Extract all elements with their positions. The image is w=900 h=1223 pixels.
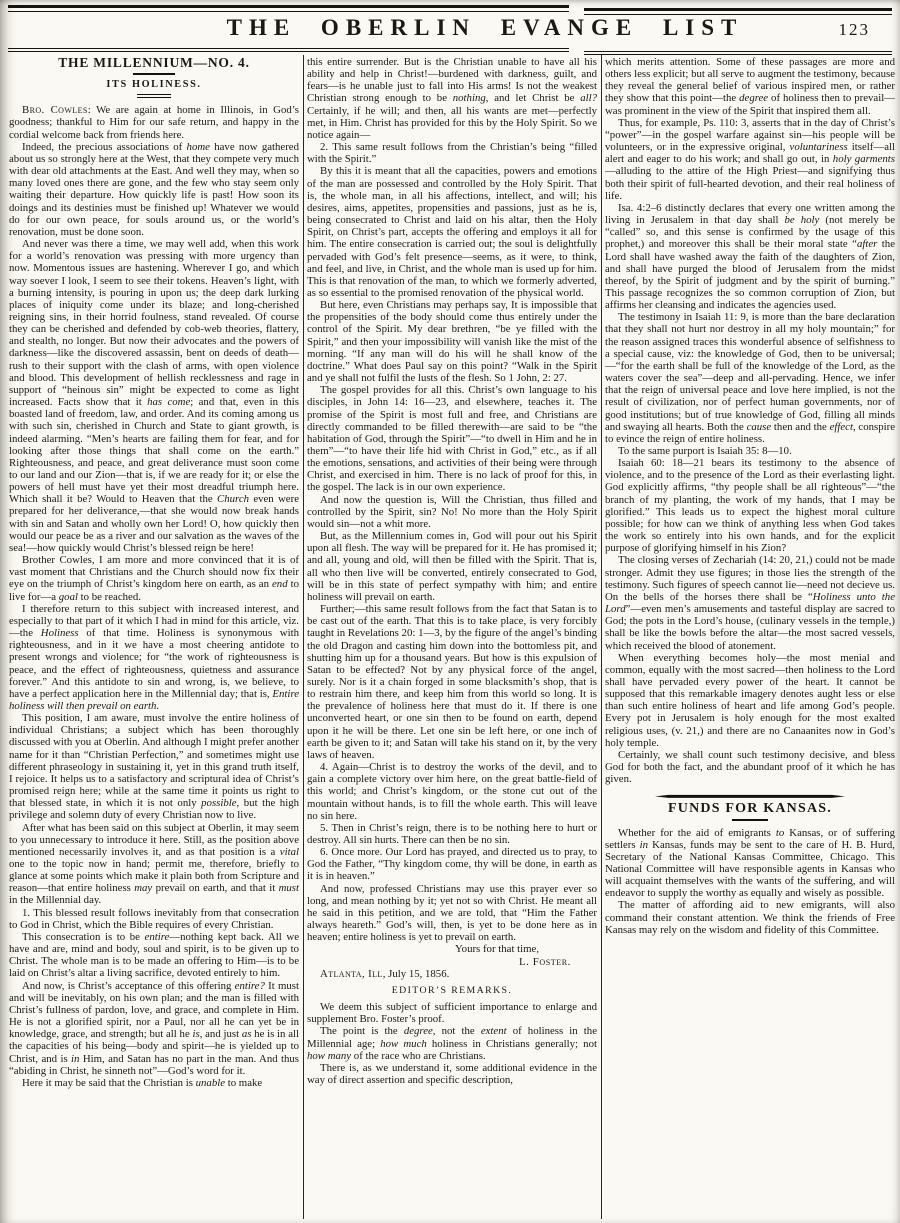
paragraph: I therefore return to this subject with increased interest, and especially to that part of it which I had in mind for this article, viz.—the Holiness of that time. Holiness is synonymous with righteousness, and in it we have a most cheering antidote to present wrongs and violence; for “the work of righteousness is peace, and the effect of righteousness, quietness and assurance forever.” And this antidote to sin and wrong, is, we believe, to have a perfect application here in the Millennial day; that is, Entire holiness will then prevail on earth. [9,602,299,712]
publication-title: THE OBERLIN EVANGE LIST [226,15,744,40]
paragraph: 4. Again—Christ is to destroy the works of the devil, and to gain a complete victory over him here, on the great battle-field of this world; and Christ’s kingdom, or the stone cut out of the mountain without hands, is to fill the whole earth. This will leave no sin here. [307,761,597,822]
paragraph: Brother Cowles, I am more and more convinced that it is of vast moment that Christians and the Church should now fix their eye on the triumph of Christ’s kingdom here on earth, as an end to live for—a goal to be reached. [9,554,299,603]
paragraph: Atlanta, Ill, July 15, 1856. [320,967,450,980]
paragraph: 5. Then in Christ’s reign, there is to be nothing here to hurt or destroy. All sin hurts. There can then be no sin. [307,821,597,846]
paragraph: This consecration is to be entire—nothing kept back. All we have and are, mind and body, soul and spirit, is to be given up to Christ. The whole man is to be made an offering to Him—is to be laid on Christ’s altar a living sacrifice, devoted entirely to him. [9,930,299,980]
column-1 [9,55,299,1219]
paragraph: But here, even Christians may perhaps say, It is impossible that the propensities of the body should come thus entirely under the control of the Spirit. My dear brethren, “be ye filled with the Spirit,” and then your impossibility will vanish like the mist of the morning. “If any man will do his will he shall know of the doctrine.” What does Paul say on this point? “Walk in the Spirit and ye shall not fulfil the lusts of the flesh. So 1 John, 2: 27. [307,299,597,385]
masthead-bottom-rule [8,48,892,52]
paragraph: 6. Once more. Our Lord has prayed, and directed us to pray, to God the Father, “Thy kingdom come, thy will be done, in earth as it is in heaven.” [307,846,597,883]
section-heading: FUNDS FOR KANSAS. [668,801,832,817]
article-subtitle: ITS HOLINESS. [106,79,202,91]
paragraph: Bro. Cowles: We are again at home in Illinois, in God’s goodness; thankful to Him for our safe return, and happy in the cordial welcome back from friends here. [9,104,299,141]
paragraph: The gospel provides for all this. Christ’s own language to his disciples, in John 14: 16—23, and elsewhere, teaches it. The promise of the Spirit is most full and free, and Christians are directly commanded to be filled therewith—are said to be “the habitation of God, through the Spirit”—“to dwell in Him and he in them”—“to have their life hid with Christ in God,” etc., as if all the emotions, sensations, and activities of their being were through Christ, and exercised in him. There is no lack of proof for this, in the gospel. The lack is in our own experience. [307,384,597,494]
column-divider [601,55,602,1219]
column-3 [605,55,895,1219]
paragraph: The matter of affording aid to new emigrants, will also command their constant attention. We think the friends of Free Kansas may rely on the wisdom and fidelity of this Committee. [605,899,895,936]
headline-rule [137,94,171,98]
paragraph: We deem this subject of sufficient importance to enlarge and supplement Bro. Foster’s proof. [307,1001,597,1026]
masthead-title-row [8,12,892,48]
paragraph: Here it may be said that the Christian is unable to make [22,1076,263,1089]
paragraph: Isaiah 60: 18—21 bears its testimony to the absence of violence, and to the presence of the Lord as their everlasting light. God explicitly affirms, “thy people shall be all righteous”—“the branch of my planting, the work of my hands, that I may be glorified.” This leads us to expect the highest moral culture possible; for how can we think of anything less when God takes the work so entirely into his own hands, and for the explicit purpose of glorifying himself in his Zion? [605,457,895,555]
signature-name: L. Foster. [518,955,571,968]
paragraph: 2. This same result follows from the Christian’s being “filled with the Spirit.” [307,141,597,166]
editors-remarks-heading: EDITOR’S REMARKS. [391,984,513,996]
headline-rule [133,73,175,75]
paragraph: 1. This blessed result follows inevitably from that consecration to God in Christ, which the Bible requires of every Christian. [9,906,299,931]
columns-container [0,52,900,1219]
paragraph: which merits attention. Some of these passages are more and others less explicit; but all serve to augment the testimony, because they reveal the general belief of various inspired men, or rather they show that this point—the degree of holiness then to prevail—was prominent in the view of the Spirit that inspired them all. [605,56,895,117]
paragraph: And never was there a time, we may well add, when this work for a world’s renovation was pressing with more urgency than now. Momentous issues are hastening. Wherever I go, and which way soever I look, I seem to see their tokens. Heaven’s light, with a burning intensity, is pouring in upon us; the deep dark lurking places of iniquity come under its blaze; and long-cherished reigning sins, in their horrid foulness, stand revealed. Of course they can be cherished and defended by cob-web theories, flattery, and stealth, no longer. But now their advocates and the powers of darkness—like the discovered assassin, bent on deeds of death—rush to their support with the clash of arms, with open violence and blood. This development of hellish recklessness and rage in support of “heinous sin” might be expected to come as light increased. Facts show that it has come; and that, even in this boasted land of freedom, law, and order. And its coming among us with such sin, cherished in Church and State to giant growth, is indeed alarming. “Men’s hearts are failing them for fear, and for looking after those things that shall come on the earth.” Righteousness, and peace, and great deliverance must soon come to our land and our Zion—that is, if we are ready for it; or else the powers of hell must have yet their most dreadful triumph here. Which shall it be? Would to Heaven that the Church even were prepared for her deliverance,—that she would now break hands with sin and Satan and wholly own her Lord! O, how quickly then would our peace be as a river and our salvation as the waves of the sea!—how quickly would Christ’s blessed reign be here! [9,238,299,554]
paragraph: The closing verses of Zechariah (14: 20, 21,) could not be made stronger. Admit they use figures; in those lies the strength of the testimony. Such figures of speech cannot lie—need not decieve us. On the bells of the horses there shall be “Holiness unto the Lord”—even men’s amusements and tasteful display are sacred to God; the pots in the Lord’s house, (culinary vessels in the temple,) shall be like the bowls before the altar—the most sacred vessels, which received the blood of atonement. [605,554,895,652]
paragraph: Whether for the aid of emigrants to Kansas, or of suffering settlers in Kansas, funds may be sent to the care of H. B. Hurd, Secretary of the National Kansas Committee, Chicago. This National Committee will have responsible agents in Kansas who will acquaint themselves with the wants of the suffering, and will endeavor to supply the worthy as equally and wisely as possible. [605,826,895,900]
paragraph: Indeed, the precious associations of home have now gathered about us so strongly here at the West, that they compete very much with dear old attachments at the East. And well they may, when so many loved ones there are gone, and the few who stay seem only waiting their departure. How quickly life is past! How soon its doings and its destinies must be finished up! Whatever we would do for our own peace, for souls around us, or the world’s renovation, must be done soon. [9,140,299,238]
paragraph: And now the question is, Will the Christian, thus filled and controlled by the Spirit, sin? No! No more than the Holy Spirit would sin—not a whit more. [307,493,597,530]
paragraph: After what has been said on this subject at Oberlin, it may seem to you unnecessary to introduce it here. Still, as the position above mentioned necessarily involves it, and as that position is a vital one to the topic now in hand; permit me, therefore, briefly to glance at some points which make it plain both from Scripture and reason—that entire holiness may prevail on earth, and that it must in the Millennial day. [9,821,299,907]
paragraph: Thus, for example, Ps. 110: 3, asserts that in the day of Christ’s “power”—in the gospel warfare against sin—his people will be volunteers, or in the expressive original, voluntariness itself—all alert and eager to do his work; and shall go out, in holy garments—alluding to the attire of the High Priest—and signifying thus both their spirit of full-hearted devotion, and their real holiness of life. [605,116,895,202]
column-2 [307,55,597,1219]
headline-rule [732,819,768,821]
paragraph: There is, as we understand it, some additional evidence in the way of direct assertion and specific description, [307,1061,597,1086]
paragraph: Further;—this same result follows from the fact that Satan is to be cast out of the earth. That this is to take place, is very forcibly taught in Revelations 20: 1—3, by the figure of the angel’s binding the old Dragon and casting him down into the bottomless pit, and shutting him up for a thousand years. But how is this expulsion of Satan to be effected? Not by any physical force of the angel, surely. Nor is it a chain forged in some blacksmith’s shop, that is to restrain him there, and keep him from this world so long. It is the prevalence of holiness here that must do it. If there is one unconverted heart, or one sin then to be found on earth, depend upon it he will be there. Let one sin be left here, or one inch of earth be given to it; and Satan will take his stand on it, by the very laws of heaven. [307,603,597,761]
rule-segment [584,51,892,55]
paragraph: And now, is Christ’s acceptance of this offering entire? It must and will be inevitably, on his own plan; and the man is filled with Christ’s fullness of pardon, love, and grace, and complete in Him. He is not a glorified spirit, nor a Paul, nor all he can yet be in knowledge, grace, and strength; but all he is, and just as he is in all the capacities of his being—body and spirit—he is yielded up to Christ, and is in Him, and Satan has no part in the man. And thus “abiding in Christ, he sinneth not”—God’s word for it. [9,979,299,1077]
paragraph: This position, I am aware, must involve the entire holiness of individual Christians; a subject which has been thoroughly discussed with you at Oberlin. And although I might prefer another name for it than “Christian Perfection,” and sometimes might use different phraseology in sustaining it, yet in this grand truth itself, I rejoice. It helps us to a satisfactory and scriptural idea of Christ’s promised reign here; while at the same time it points us right to that blessed state, in which it is not only possible, but the high privilege and solemn duty of every Christian now to live. [9,712,299,822]
rule-segment [8,5,569,12]
paragraph: When everything becomes holy—the most menial and common, equally with the most sacred—then holiness to the Lord shall have pervaded every power of the heart. It cannot be supposed that this remarkable imagery denotes aught less or else than such entire holiness of heart and life among God’s people. Every pot in Jerusalem is holy enough for the most exalted religious uses, (v. 21,) and there are no Canaanites now in God’s holy temple. [605,651,895,749]
paragraph: The testimony in Isaiah 11: 9, is more than the bare declaration that they shall not hurt nor destroy in all my holy mountain;” for the reason assigned traces this wonderful absence of selfishness to a special cause, viz: the knowledge of God, then to be universal;—“for the earth shall be full of the knowledge of the Lord, as the waters cover the sea”—deep and all-pervading. Hence, we infer that the reign of universal peace and love here implied, is not the result of civilization, nor of perfect human governments, nor of good institutions; but of true knowledge of God, filling all minds and swaying all hearts. Both the cause then and the effect, conspire to evince the reign of entire holiness. [605,311,895,445]
article-title: THE MILLENNIUM—NO. 4. [58,55,250,70]
paragraph: Certainly, we shall count such testimony decisive, and bless God for both the fact, and the abundant proof of it which he has given. [605,748,895,786]
paragraph: The point is the degree, not the extent of holiness in the Millennial age; how much holiness in Christians generally; not how many of the race who are Christians. [307,1025,597,1062]
page-number: 123 [838,20,870,39]
paragraph: this entire surrender. But is the Christian unable to have all his ability and help in Christ!—burdened with darkness, guilt, and fears—is he unable just to fall into His arms! Is not the weakest Christian strong enough to be nothing, and let Christ be all? Certainly, if he will; and then, all his wants are met—perfectly met, in Him. Christ has provided for this by the Holy Spirit. So we notice again— [307,56,597,141]
section-divider [655,794,845,798]
masthead-top-rule [8,5,892,12]
masthead [0,0,900,52]
paragraph: And now, professed Christians may use this prayer ever so long, and mean nothing by it; yet not so with Christ. He meant all he said in this petition, and we are told, that “Him the Father always heareth.” God’s will, then, is yet to be done here as in heaven; entire holiness is yet to prevail on earth. [307,882,597,944]
paragraph: Isa. 4:2–6 distinctly declares that every one written among the living in Jerusalem in that day shall be holy (not merely be “called” so, and this sense is confirmed by the usage of this prophet,) and moreover this shall be their moral state “after the Lord shall have washed away the faith of the daughters of Zion, and shall have purged the blood of Jerusalem from the midst thereof, by the Spirit of judgment and by the spirit of burning.” This passage recognizes the so common corruption of Zion, but affirms her cleansing and indicates the agencies used. [605,201,895,312]
paragraph: But, as the Millennium comes in, God will pour out his Spirit upon all flesh. The way will be prepared for it. He has promised it; and all, young and old, will then be filled with the Spirit. That is, all who then live will be converted, entirely consecrated to God, will be in this state of perfect sympathy with him; and entire holiness will prevail on earth. [307,530,597,603]
paragraph: To the same purport is Isaiah 35: 8—10. [618,445,792,457]
rule-segment [8,48,569,52]
column-divider [303,55,304,1219]
signature: Yours for that time, [454,943,540,956]
paragraph: By this it is meant that all the capacities, powers and emotions of the man are possessed and controlled by the Holy Spirit. That is, the whole man, in all his affections, intellect, and will; his desires, aims, appetites, propensities and passions, just as he is, being consecrated to Christ and laid on his altar, then the Holy Spirit, on Christ’s part, accepts the offering and employs it all for him. The entire consecration is carried out; the soul is delightfully pervaded with God’s felt presence—seems, as it were, to think, and feel, and live, in Christ, and the whole man is used up for him. This is that renovation of the man, to which we formerly adverted, as so essential to the promised renovation of the physical world. [307,165,597,299]
